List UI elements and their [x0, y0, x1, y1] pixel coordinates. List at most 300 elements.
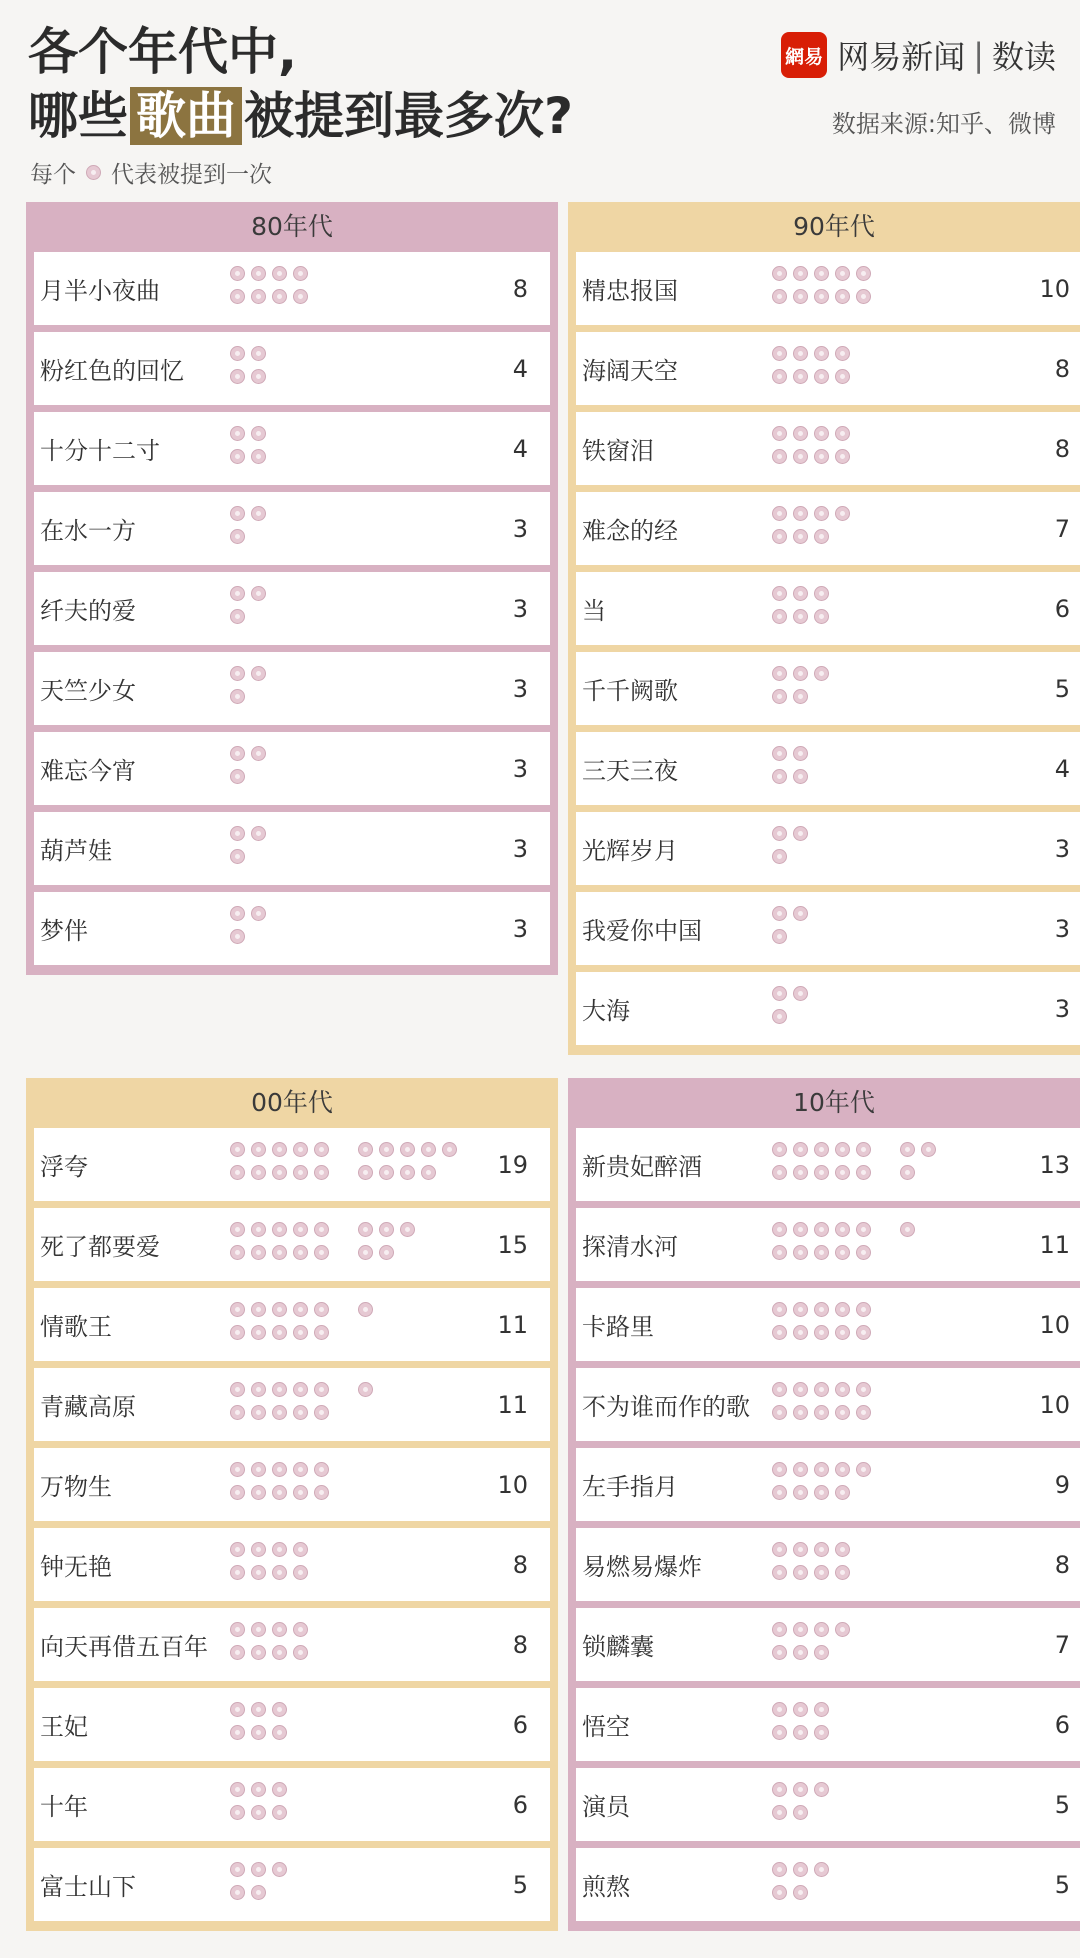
mention-dot: [272, 1382, 287, 1397]
disc-icon: [86, 165, 101, 180]
song-name: 死了都要爱: [40, 1233, 160, 1261]
mention-dot: [251, 1382, 266, 1397]
mention-dots: [230, 746, 490, 794]
title-highlight: 歌曲: [130, 87, 242, 145]
mention-dot: [230, 1622, 245, 1637]
mention-dot: [272, 1405, 287, 1420]
mention-dot: [772, 769, 787, 784]
song-name: 铁窗泪: [582, 437, 654, 465]
mention-dot: [835, 1405, 850, 1420]
mention-dot: [900, 1222, 915, 1237]
mention-count: 11: [497, 1390, 528, 1419]
mention-dot: [230, 1142, 245, 1157]
mention-dot: [814, 1405, 829, 1420]
mention-dot: [772, 506, 787, 521]
mention-dot: [793, 666, 808, 681]
mention-dot: [835, 1222, 850, 1237]
mention-count: 3: [512, 914, 528, 943]
mention-dot: [772, 1622, 787, 1637]
mention-dot: [230, 1245, 245, 1260]
mention-dot: [358, 1245, 373, 1260]
mention-dot: [251, 1725, 266, 1740]
mention-dot: [772, 266, 787, 281]
song-row: [34, 812, 550, 885]
mention-dot: [814, 529, 829, 544]
mention-dot: [251, 1862, 266, 1877]
mention-dot: [421, 1165, 436, 1180]
mention-dot: [272, 1622, 287, 1637]
mention-count: 8: [512, 1630, 528, 1659]
mention-dot: [314, 1142, 329, 1157]
mention-dot: [230, 1805, 245, 1820]
mention-dot: [293, 1622, 308, 1637]
song-name: 十年: [40, 1793, 88, 1821]
song-name: 煎熬: [582, 1873, 630, 1901]
mention-count: 4: [1054, 754, 1070, 783]
song-row: [34, 1208, 550, 1281]
mention-dot: [921, 1142, 936, 1157]
mention-dot: [251, 826, 266, 841]
mention-dot: [272, 1542, 287, 1557]
mention-dot: [814, 449, 829, 464]
mention-count: 5: [1054, 1870, 1070, 1899]
song-name: 新贵妃醉酒: [582, 1153, 702, 1181]
mention-dot: [814, 1222, 829, 1237]
mention-dot: [835, 506, 850, 521]
mention-dots: [230, 346, 490, 394]
mention-dot: [900, 1142, 915, 1157]
song-row: [576, 1848, 1080, 1921]
mention-dot: [358, 1222, 373, 1237]
mention-dot: [772, 1325, 787, 1340]
mention-count: 19: [497, 1150, 528, 1179]
mention-dots: [772, 1702, 1032, 1750]
mention-dot: [251, 1565, 266, 1580]
mention-dot: [251, 586, 266, 601]
song-row: [34, 1128, 550, 1201]
mention-dot: [772, 1302, 787, 1317]
mention-dot: [772, 1862, 787, 1877]
mention-dot: [272, 1302, 287, 1317]
mention-dots: [772, 1302, 1032, 1350]
song-row: [576, 732, 1080, 805]
mention-dot: [379, 1245, 394, 1260]
mention-dot: [793, 449, 808, 464]
mention-dot: [314, 1382, 329, 1397]
mention-count: 11: [1039, 1230, 1070, 1259]
mention-count: 3: [512, 594, 528, 623]
mention-dot: [793, 1622, 808, 1637]
song-name: 不为谁而作的歌: [582, 1393, 750, 1421]
mention-dots: [230, 1782, 490, 1830]
mention-dot: [814, 1462, 829, 1477]
song-name: 情歌王: [40, 1313, 112, 1341]
mention-dot: [230, 1725, 245, 1740]
mention-dots: [772, 426, 1032, 474]
mention-dot: [835, 449, 850, 464]
mention-dot: [814, 1302, 829, 1317]
mention-dot: [856, 1142, 871, 1157]
mention-dot: [293, 1382, 308, 1397]
mention-dot: [814, 1725, 829, 1740]
mention-dot: [230, 1222, 245, 1237]
mention-dot: [814, 1565, 829, 1580]
title-post: 被提到最多次?: [244, 87, 574, 145]
mention-dot: [793, 1565, 808, 1580]
mention-dot: [230, 426, 245, 441]
mention-dot: [293, 1405, 308, 1420]
mention-count: 8: [1054, 1550, 1070, 1579]
mention-count: 8: [512, 1550, 528, 1579]
song-row: [34, 1448, 550, 1521]
mention-dot: [379, 1165, 394, 1180]
song-name: 探清水河: [582, 1233, 678, 1261]
mention-dot: [251, 1542, 266, 1557]
mention-dot: [793, 346, 808, 361]
mention-dot: [814, 1245, 829, 1260]
mention-count: 3: [512, 514, 528, 543]
mention-dot: [793, 1542, 808, 1557]
mention-dot: [251, 1485, 266, 1500]
song-row: [34, 1768, 550, 1841]
mention-dot: [358, 1302, 373, 1317]
mention-dot: [772, 289, 787, 304]
mention-dot: [772, 1485, 787, 1500]
song-name: 葫芦娃: [40, 837, 112, 865]
mention-dot: [793, 1142, 808, 1157]
mention-dot: [772, 689, 787, 704]
panel-80s: [26, 202, 558, 975]
song-row: [34, 1528, 550, 1601]
mention-dot: [793, 1405, 808, 1420]
song-row: [576, 1128, 1080, 1201]
mention-dot: [272, 1245, 287, 1260]
mention-dot: [793, 1302, 808, 1317]
mention-count: 5: [1054, 1790, 1070, 1819]
mention-dot: [251, 449, 266, 464]
song-name: 粉红色的回忆: [40, 357, 184, 385]
mention-dot: [835, 1165, 850, 1180]
mention-dot: [230, 529, 245, 544]
mention-dot: [293, 1245, 308, 1260]
mention-dot: [814, 346, 829, 361]
mention-dot: [251, 369, 266, 384]
mention-dot: [856, 1462, 871, 1477]
mention-dot: [835, 1142, 850, 1157]
mention-count: 5: [512, 1870, 528, 1899]
mention-dot: [400, 1165, 415, 1180]
mention-dot: [251, 746, 266, 761]
mention-dots: [772, 586, 1032, 634]
song-row: [576, 1528, 1080, 1601]
song-name: 青藏高原: [40, 1393, 136, 1421]
mention-dot: [272, 1645, 287, 1660]
mention-dot: [772, 609, 787, 624]
mention-dots: [772, 1862, 1032, 1910]
mention-dot: [772, 929, 787, 944]
mention-dot: [251, 506, 266, 521]
mention-dots: [772, 1142, 1032, 1190]
mention-dot: [814, 266, 829, 281]
song-row: [34, 332, 550, 405]
title-line-2: [28, 84, 573, 148]
mention-dot: [772, 1142, 787, 1157]
mention-dot: [814, 1622, 829, 1637]
song-name: 钟无艳: [40, 1553, 112, 1581]
mention-dot: [793, 1885, 808, 1900]
mention-dot: [272, 1142, 287, 1157]
mention-dot: [314, 1245, 329, 1260]
song-row: [34, 732, 550, 805]
mention-dot: [772, 1382, 787, 1397]
mention-dot: [314, 1325, 329, 1340]
legend: [30, 156, 272, 189]
mention-dot: [814, 1645, 829, 1660]
song-name: 卡路里: [582, 1313, 654, 1341]
mention-dot: [230, 609, 245, 624]
mention-dot: [251, 1325, 266, 1340]
mention-dot: [251, 1805, 266, 1820]
mention-dots: [772, 906, 1032, 954]
mention-dot: [793, 586, 808, 601]
song-name: 万物生: [40, 1473, 112, 1501]
mention-count: 6: [512, 1790, 528, 1819]
mention-dot: [814, 506, 829, 521]
mention-dot: [230, 1645, 245, 1660]
brand-divider: |: [973, 36, 984, 74]
mention-count: 8: [512, 274, 528, 303]
mention-dot: [814, 586, 829, 601]
mention-dots: [230, 1622, 490, 1670]
mention-dot: [379, 1222, 394, 1237]
mention-dot: [293, 1565, 308, 1580]
mention-count: 8: [1054, 354, 1070, 383]
mention-dot: [772, 1565, 787, 1580]
mention-dot: [856, 1222, 871, 1237]
mention-count: 3: [512, 674, 528, 703]
mention-dot: [272, 1165, 287, 1180]
mention-dot: [835, 266, 850, 281]
mention-dots: [230, 426, 490, 474]
mention-dot: [793, 426, 808, 441]
mention-count: 10: [1039, 1390, 1070, 1419]
song-list: [576, 1128, 1080, 1921]
mention-dot: [272, 1805, 287, 1820]
mention-dot: [814, 426, 829, 441]
mention-dot: [814, 1862, 829, 1877]
mention-dot: [835, 1565, 850, 1580]
song-row: [576, 332, 1080, 405]
mention-count: 10: [1039, 1310, 1070, 1339]
mention-count: 9: [1054, 1470, 1070, 1499]
song-name: 海阔天空: [582, 357, 678, 385]
mention-dot: [293, 1222, 308, 1237]
mention-dot: [856, 1245, 871, 1260]
mention-dot: [230, 586, 245, 601]
song-row: [34, 1848, 550, 1921]
mention-dot: [793, 1862, 808, 1877]
mention-dot: [814, 609, 829, 624]
song-row: [576, 412, 1080, 485]
mention-dot: [314, 1405, 329, 1420]
song-row: [34, 652, 550, 725]
mention-count: 5: [1054, 674, 1070, 703]
mention-dot: [293, 266, 308, 281]
mention-count: 6: [1054, 1710, 1070, 1739]
mention-dot: [835, 1622, 850, 1637]
mention-dot: [772, 1245, 787, 1260]
mention-dot: [230, 849, 245, 864]
mention-dot: [772, 826, 787, 841]
mention-dots: [230, 1462, 490, 1510]
mention-dot: [772, 1405, 787, 1420]
mention-dots: [772, 826, 1032, 874]
mention-count: 15: [497, 1230, 528, 1259]
mention-dot: [293, 289, 308, 304]
song-name: 锁麟囊: [582, 1633, 654, 1661]
mention-dot: [251, 1165, 266, 1180]
mention-dot: [793, 1725, 808, 1740]
legend-pre: 每个: [30, 162, 76, 188]
mention-dots: [772, 506, 1032, 554]
song-name: 易燃易爆炸: [582, 1553, 702, 1581]
mention-dot: [793, 1485, 808, 1500]
mention-dot: [230, 289, 245, 304]
song-row: [34, 572, 550, 645]
mention-dots: [230, 586, 490, 634]
mention-dots: [772, 1462, 1032, 1510]
mention-dot: [793, 1165, 808, 1180]
mention-dots: [772, 1382, 1032, 1430]
mention-dot: [835, 1325, 850, 1340]
mention-dot: [835, 1462, 850, 1477]
mention-dot: [814, 369, 829, 384]
mention-dot: [314, 1302, 329, 1317]
mention-dot: [793, 609, 808, 624]
song-row: [34, 492, 550, 565]
mention-dot: [856, 1165, 871, 1180]
song-name: 天竺少女: [40, 677, 136, 705]
mention-dots: [230, 1222, 490, 1270]
song-name: 月半小夜曲: [40, 277, 160, 305]
mention-dot: [814, 289, 829, 304]
mention-dot: [293, 1645, 308, 1660]
mention-dot: [293, 1485, 308, 1500]
song-name: 在水一方: [40, 517, 136, 545]
song-name: 光辉岁月: [582, 837, 678, 865]
mention-dots: [230, 666, 490, 714]
song-row: [576, 1368, 1080, 1441]
song-list: [34, 1128, 550, 1921]
song-name: 我爱你中国: [582, 917, 702, 945]
mention-count: 3: [1054, 994, 1070, 1023]
mention-dot: [814, 1782, 829, 1797]
song-list: [576, 252, 1080, 1045]
mention-dot: [814, 1485, 829, 1500]
mention-dot: [293, 1165, 308, 1180]
data-source: 数据来源:知乎、微博: [831, 110, 1056, 138]
mention-dots: [230, 826, 490, 874]
mention-dot: [251, 1702, 266, 1717]
song-row: [576, 1608, 1080, 1681]
mention-dots: [772, 346, 1032, 394]
mention-dot: [293, 1462, 308, 1477]
song-row: [34, 1688, 550, 1761]
mention-dot: [293, 1302, 308, 1317]
panel-header: 00年代: [251, 1088, 333, 1117]
mention-dot: [272, 1862, 287, 1877]
mention-dot: [358, 1382, 373, 1397]
mention-dot: [856, 1405, 871, 1420]
mention-count: 4: [512, 354, 528, 383]
mention-dot: [772, 369, 787, 384]
mention-dot: [772, 1702, 787, 1717]
mention-dot: [793, 1222, 808, 1237]
mention-dots: [772, 266, 1032, 314]
mention-count: 3: [1054, 834, 1070, 863]
mention-dot: [814, 1542, 829, 1557]
song-row: [576, 812, 1080, 885]
song-row: [576, 1208, 1080, 1281]
mention-dot: [400, 1222, 415, 1237]
mention-dot: [772, 529, 787, 544]
mention-dot: [230, 689, 245, 704]
mention-count: 10: [497, 1470, 528, 1499]
mention-dot: [856, 1325, 871, 1340]
mention-dot: [358, 1165, 373, 1180]
mention-dot: [230, 1702, 245, 1717]
panel-header: 90年代: [793, 212, 875, 241]
mention-dot: [293, 1542, 308, 1557]
panel-10s: [568, 1078, 1080, 1931]
song-name: 大海: [582, 997, 630, 1025]
song-row: [576, 1448, 1080, 1521]
song-row: [34, 412, 550, 485]
mention-count: 3: [512, 834, 528, 863]
song-name: 王妃: [40, 1713, 88, 1741]
song-row: [576, 492, 1080, 565]
mention-dot: [835, 1542, 850, 1557]
mention-dot: [814, 1382, 829, 1397]
mention-dot: [251, 1222, 266, 1237]
song-name: 富士山下: [40, 1873, 136, 1901]
mention-dots: [230, 1302, 490, 1350]
mention-dot: [251, 1782, 266, 1797]
mention-dot: [793, 1805, 808, 1820]
mention-dots: [230, 266, 490, 314]
mention-dot: [400, 1142, 415, 1157]
brand: [781, 32, 1056, 78]
mention-dot: [772, 849, 787, 864]
mention-dot: [272, 1565, 287, 1580]
mention-dot: [856, 1382, 871, 1397]
mention-dot: [251, 289, 266, 304]
mention-dot: [272, 1222, 287, 1237]
mention-dot: [230, 1302, 245, 1317]
title-line-1: 各个年代中,: [28, 23, 297, 81]
mention-dot: [835, 1245, 850, 1260]
mention-dot: [900, 1165, 915, 1180]
mention-dot: [230, 1485, 245, 1500]
song-row: [576, 972, 1080, 1045]
mention-dot: [856, 1302, 871, 1317]
mention-dot: [793, 1382, 808, 1397]
mention-count: 6: [512, 1710, 528, 1739]
mention-dot: [230, 369, 245, 384]
mention-dot: [230, 1862, 245, 1877]
brand-sub: 数读: [991, 38, 1056, 76]
mention-dots: [230, 906, 490, 954]
